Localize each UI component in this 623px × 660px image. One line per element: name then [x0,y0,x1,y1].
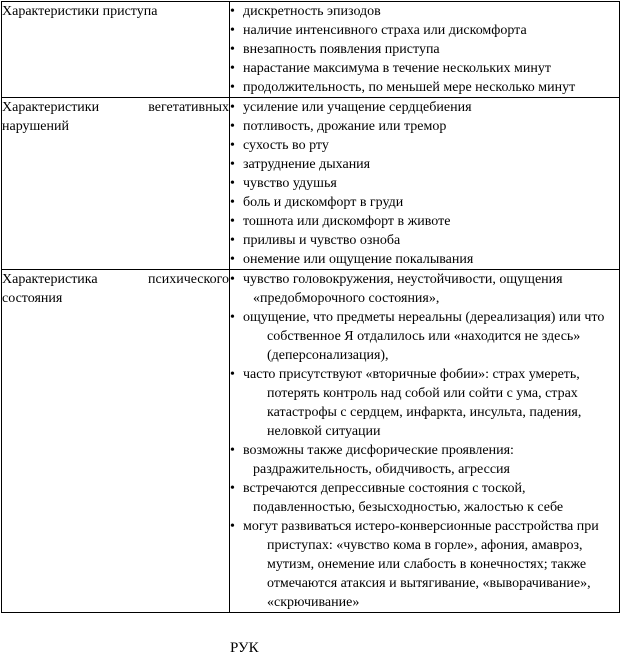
list-item-text: возможны также дисфорические проявления: раздражительность, обидчивость, агрессия [243,443,514,477]
bullet-icon: • [230,119,235,134]
list-item [230,250,619,269]
bullet-icon: • [230,481,235,496]
list-item [230,365,619,441]
list-item [230,59,619,78]
list-item [230,193,619,212]
list-item-text: онемение или ощущение покалывания [243,252,474,267]
row-items-psychic [230,270,620,613]
list-item-text: наличие интенсивного страха или дискомфорта [243,23,527,38]
bullet-icon: • [230,252,235,267]
list-item-text: ощущение, что предметы нереальны (дереализация) или что собственное Я отдалилось или «находится не здесь» (деперсонализация), [243,310,605,363]
list-item-text: чувство головокружения, неустойчивости, ощущения «предобморочного состояния», [243,272,563,306]
list-item [230,21,619,40]
row-label-vegetative: Характеристики вегетативных нарушений [2,98,230,270]
list-item [230,212,619,231]
bullet-icon: • [230,310,235,325]
bullet-icon: • [230,23,235,38]
list-item-text: могут развиваться истеро-конверсионные расстройства при приступах: «чувство кома в горле», афония, амавроз, мутизм, онемение или слабость в конечностях; также отмечаются атаксия и вытягивание, «выворачивание», «скрючивание» [243,519,599,610]
list-item [230,40,619,59]
bullet-icon: • [230,157,235,172]
list-item [230,174,619,193]
list-item [230,270,619,308]
bullet-icon: • [230,195,235,210]
list-item [230,308,619,365]
bullet-icon: • [230,233,235,248]
list-item-text: дискретность эпизодов [243,4,381,19]
table-row-attack [2,2,620,98]
list-item [230,479,619,517]
list-item-text: продолжительность, по меньшей мере несколько минут [243,80,576,95]
bullet-icon: • [230,443,235,458]
list-item-text: затруднение дыхания [243,157,371,172]
list-item [230,2,619,21]
list-item [230,517,619,612]
footer-text: РУК [230,640,259,656]
symptom-table [1,1,620,613]
list-item-text: боль и дискомфорт в груди [243,195,404,210]
bullet-icon: • [230,80,235,95]
list-item-text: сухость во рту [243,138,329,153]
bullet-icon: • [230,367,235,382]
row-items-attack [230,2,620,98]
list-item-text: потливость, дрожание или тремор [243,119,447,134]
list-item [230,441,619,479]
table-row-psychic [2,270,620,613]
bullet-icon: • [230,4,235,19]
list-item-text: внезапность появления приступа [243,42,440,57]
list-item-text: нарастание максимума в течение нескольких минут [243,61,551,76]
bullet-list [230,98,619,269]
list-item-text: тошнота или дискомфорт в животе [243,214,451,229]
bullet-icon: • [230,100,235,115]
bullet-icon: • [230,61,235,76]
list-item-text: встречаются депрессивные состояния с тоской, подавленностью, безысходностью, жалостью к себе [243,481,564,515]
bullet-icon: • [230,272,235,287]
table-row-vegetative [2,98,620,270]
row-label-attack: Характеристики приступа [2,2,230,98]
list-item-text: часто присутствуют «вторичные фобии»: страх умереть, потерять контроль над собой или сойти с ума, страх катастрофы с сердцем, инфаркта, инсульта, падения, неловкой ситуации [243,367,582,439]
bullet-icon: • [230,214,235,229]
list-item [230,136,619,155]
list-item [230,78,619,97]
row-label-psychic: Характеристика психического состояния [2,270,230,613]
bullet-list [230,2,619,97]
bullet-icon: • [230,138,235,153]
bullet-icon: • [230,42,235,57]
list-item [230,155,619,174]
bullet-list [230,270,619,612]
row-items-vegetative [230,98,620,270]
list-item-text: приливы и чувство озноба [243,233,401,248]
list-item [230,117,619,136]
list-item [230,98,619,117]
list-item-text: усиление или учащение сердцебиения [243,100,472,115]
list-item-text: чувство удушья [243,176,337,191]
list-item [230,231,619,250]
bullet-icon: • [230,176,235,191]
bullet-icon: • [230,519,235,534]
